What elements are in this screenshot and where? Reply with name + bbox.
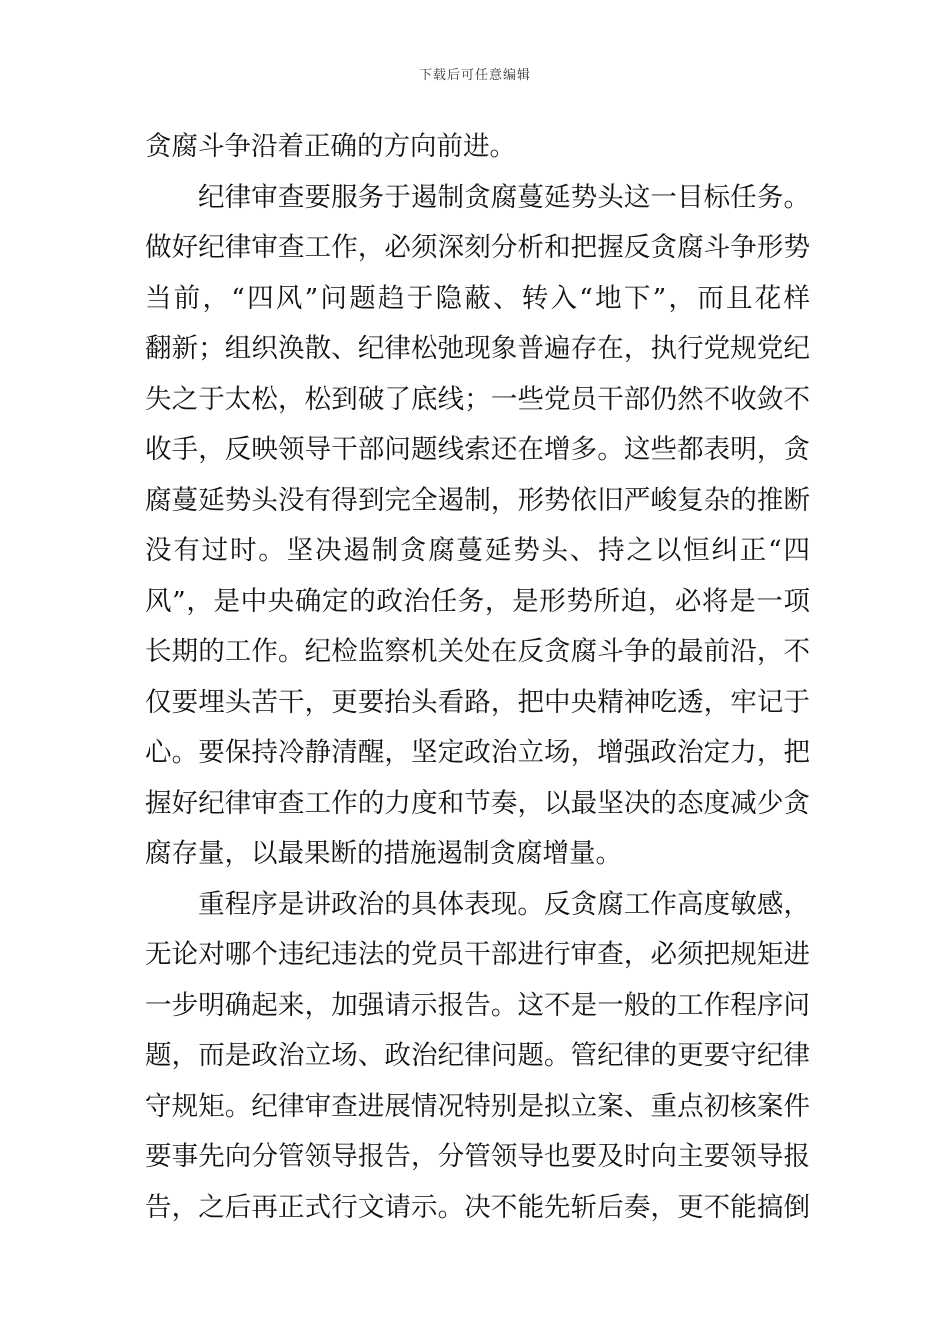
text-line: 风”，是中央确定的政治任务，是形势所迫，必将是一项: [145, 585, 810, 617]
text-line: 腐蔓延势头没有得到完全遏制，形势依旧严峻复杂的推断: [145, 484, 810, 516]
text-line: 腐存量，以最果断的措施遏制贪腐增量。: [145, 838, 622, 869]
text-line: 一步明确起来，加强请示报告。这不是一般的工作程序问: [145, 989, 810, 1021]
text-line: 要事先向分管领导报告，分管领导也要及时向主要领导报: [145, 1141, 810, 1172]
text-line: 心。要保持冷静清醒，坚定政治立场，增强政治定力，把: [145, 737, 810, 768]
text-line: 守规矩。纪律审查进展情况特别是拟立案、重点初核案件: [145, 1090, 810, 1122]
document-body: [145, 122, 810, 1233]
text-line: 告，之后再正式行文请示。决不能先斩后奏，更不能搞倒: [145, 1191, 810, 1223]
paragraph-first-line: 纪律审查要服务于遏制贪腐蔓延势头这一目标任务。: [198, 181, 810, 213]
text-line: 失之于太松，松到破了底线；一些党员干部仍然不收敛不: [145, 383, 810, 415]
text-line: 无论对哪个违纪违法的党员干部进行审查，必须把规矩进: [145, 939, 810, 970]
text-line: 仅要埋头苦干，更要抬头看路，把中央精神吃透，牢记于: [145, 686, 810, 718]
text-line: 握好纪律审查工作的力度和节奏，以最坚决的态度减少贪: [145, 787, 810, 819]
text-line: 长期的工作。纪检监察机关处在反贪腐斗争的最前沿，不: [145, 636, 810, 667]
text-line: 收手，反映领导干部问题线索还在增多。这些都表明，贪: [145, 434, 810, 465]
text-line: 当前，“四风”问题趋于隐蔽、转入“地下”，而且花样: [145, 282, 810, 314]
text-line: 没有过时。坚决遏制贪腐蔓延势头、持之以恒纠正“四: [145, 535, 810, 566]
text-line: 题，而是政治立场、政治纪律问题。管纪律的更要守纪律: [145, 1040, 810, 1071]
text-line: 翻新；组织涣散、纪律松弛现象普遍存在，执行党规党纪: [145, 333, 810, 364]
paragraph-first-line: 重程序是讲政治的具体表现。反贪腐工作高度敏感，: [198, 888, 810, 920]
text-line: 贪腐斗争沿着正确的方向前进。: [145, 131, 516, 162]
text-line: 做好纪律审查工作，必须深刻分析和把握反贪腐斗争形势: [145, 232, 810, 263]
page-header: 下载后可任意编辑: [418, 68, 531, 83]
